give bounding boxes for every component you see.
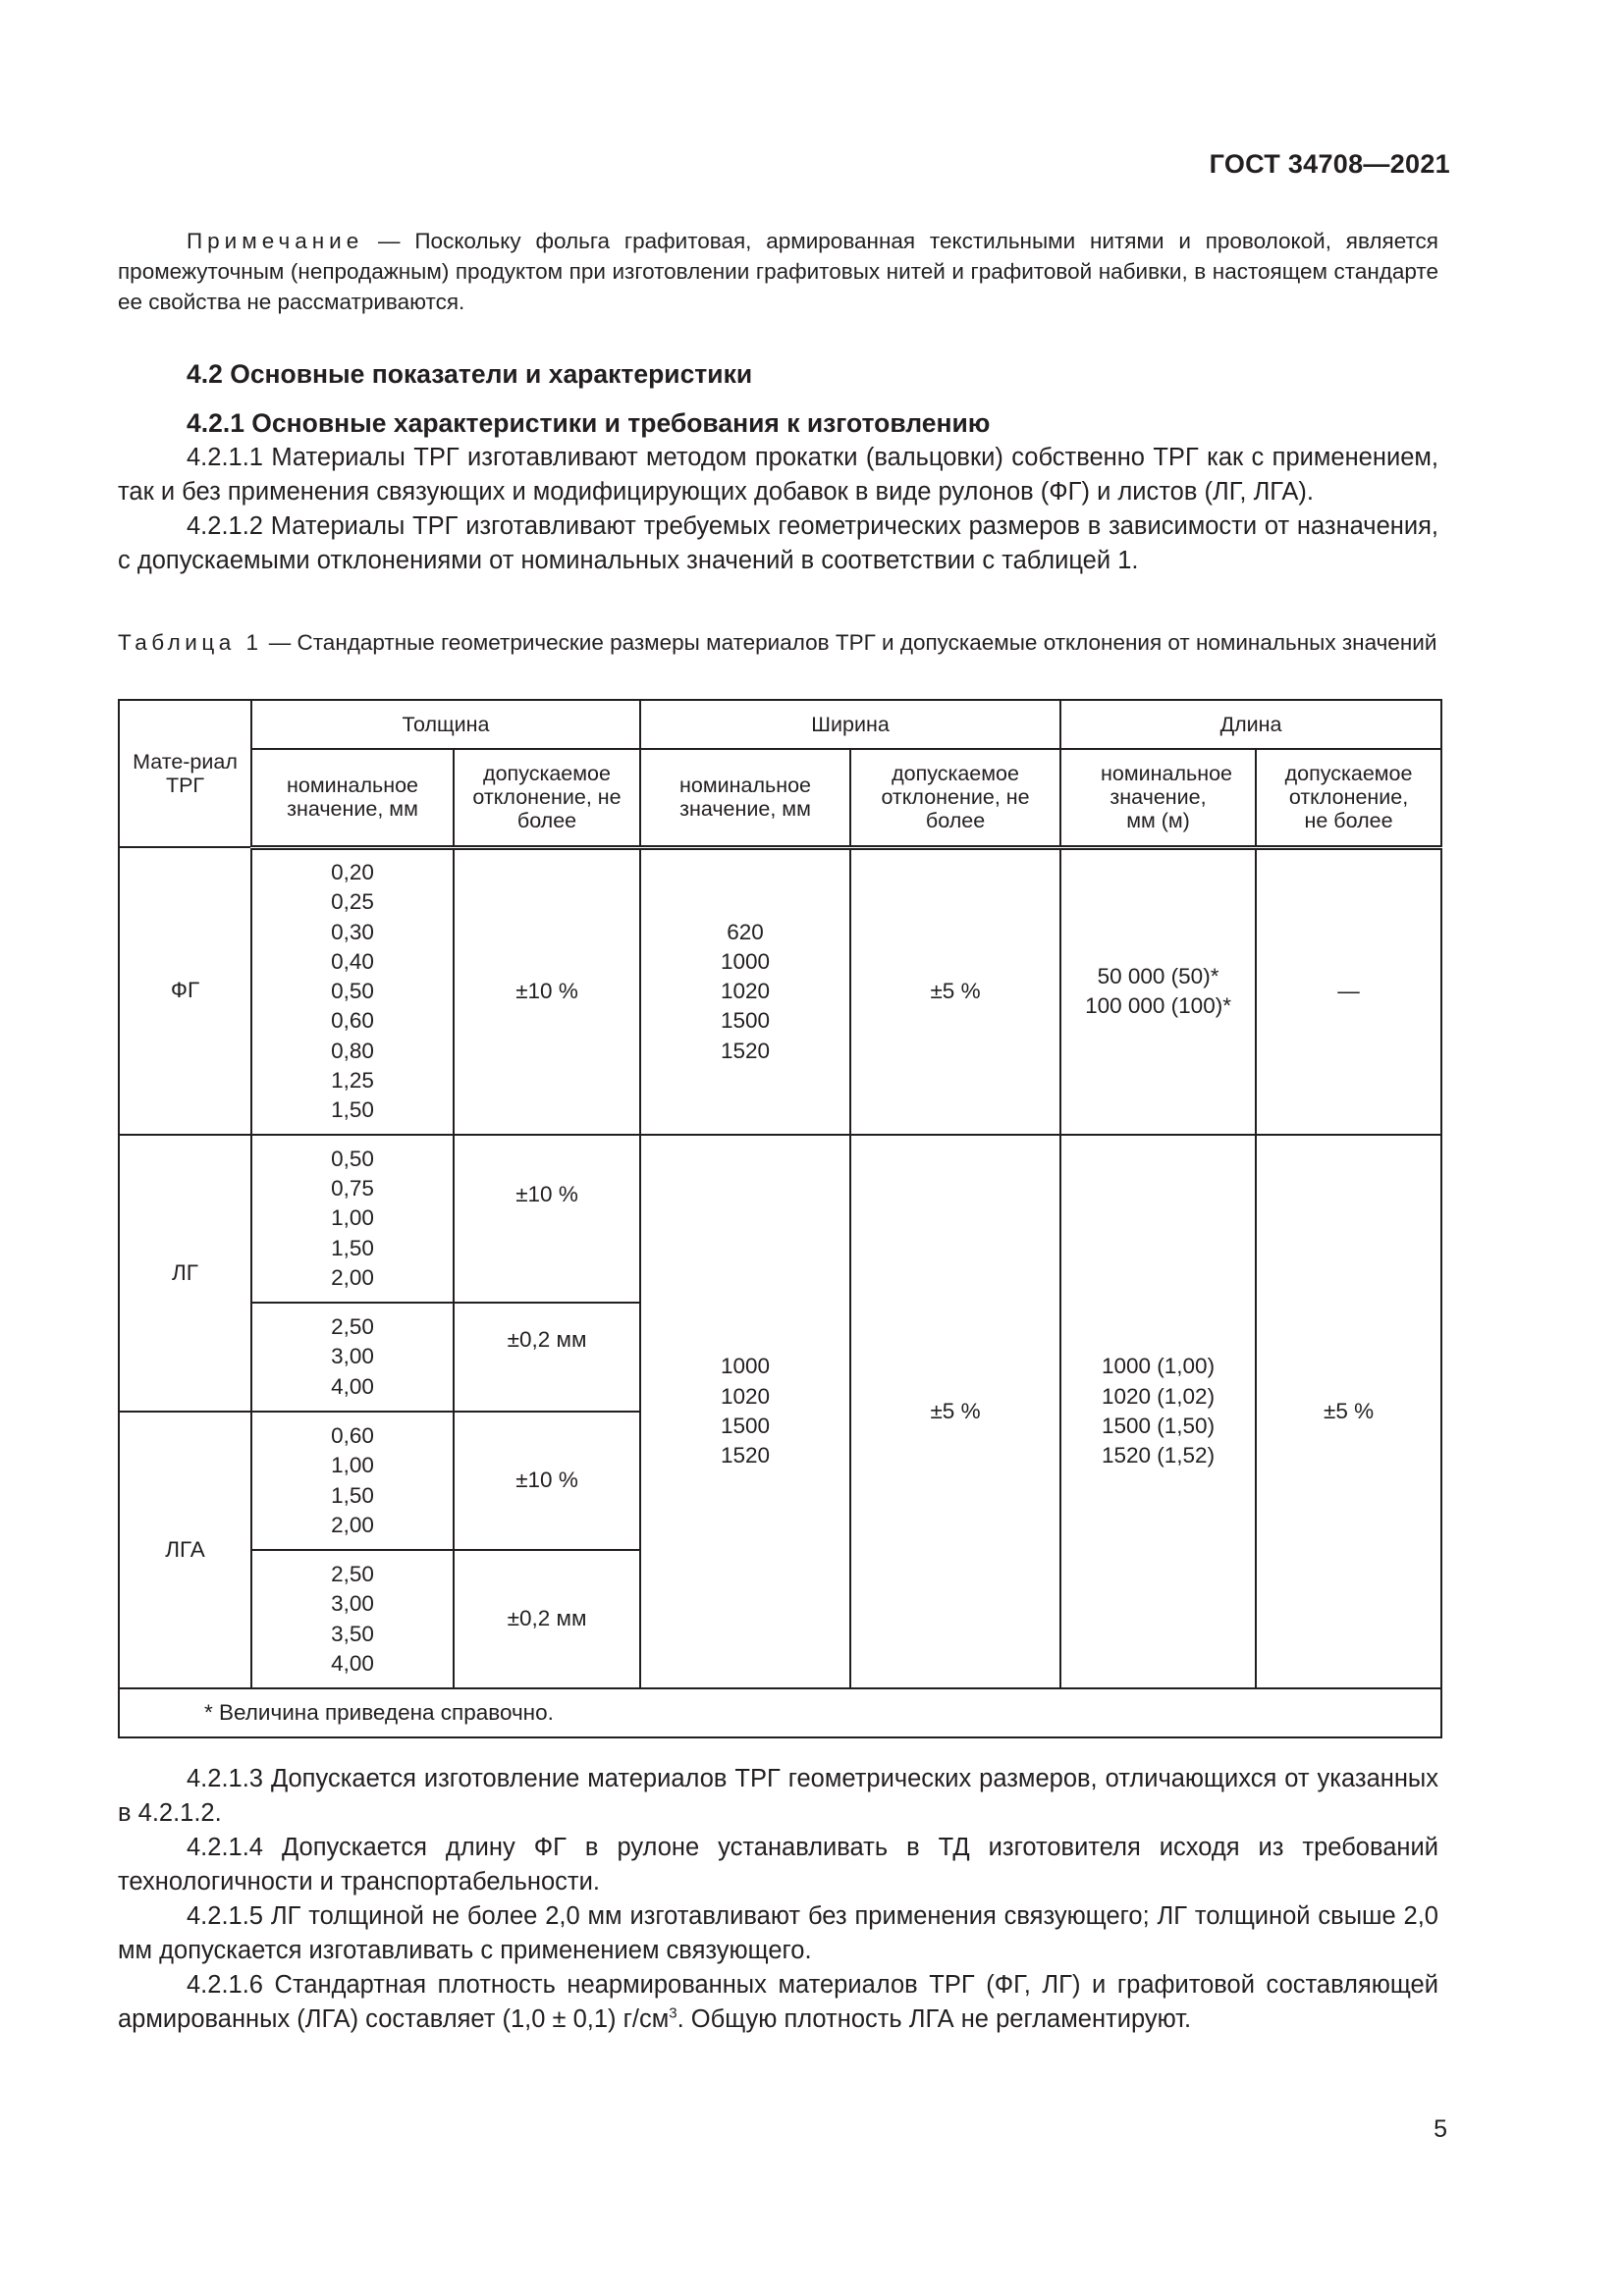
paragraphs-after-table — [118, 1762, 1438, 2037]
footnote-row — [119, 1688, 1441, 1737]
fg-width-value: 1020 — [720, 979, 771, 1004]
section-title-4-2: 4.2 Основные показатели и характеристики — [187, 359, 753, 389]
fg-thickness-value: 1,50 — [331, 1097, 374, 1123]
lg-thickness-value: 3,00 — [331, 1344, 374, 1369]
lga-thickness-value: 3,00 — [331, 1591, 374, 1617]
fg-width-value: 1520 — [720, 1038, 771, 1063]
paragraph-4-2-1-5: 4.2.1.5 ЛГ толщиной не более 2,0 мм изготавливают без применения связующего; ЛГ толщиной свыше 2,0 мм допускается изготавливать с применением связующего. — [118, 1902, 1438, 1964]
sheets-width-value: 1020 — [720, 1383, 771, 1409]
note-paragraph — [118, 226, 1438, 317]
paragraph-4-2-1-6 — [118, 1968, 1438, 2037]
section-4-2-1 — [118, 406, 1438, 578]
fg-thickness-tolerance: ±10 % — [454, 847, 640, 1135]
p6-text-before: 4.2.1.6 Стандартная плотность неармированных материалов ТРГ (ФГ, ЛГ) и графитовой составляющей армированных (ЛГА) составляет (1,0 ± 0,1) г/см — [118, 1971, 1438, 2033]
sheets-length-value: 1020 (1,02) — [1101, 1383, 1216, 1409]
header-thickness: Толщина — [251, 700, 640, 749]
sheets-length-value: 1000 (1,00) — [1101, 1354, 1216, 1379]
paragraph-4-2-1-3: 4.2.1.3 Допускается изготовление материалов ТРГ геометрических размеров, отличающихся от указанных в 4.2.1.2. — [118, 1765, 1438, 1827]
header-length-nominal: номинальное значение, мм (м) — [1060, 749, 1256, 847]
header-width-tolerance: допускаемое отклонение, не более — [850, 749, 1060, 847]
row-lg-a — [119, 1135, 1441, 1303]
fg-length-tolerance: — — [1256, 847, 1441, 1135]
fg-thickness-value: 0,30 — [331, 919, 374, 944]
lg-thickness-value: 1,00 — [331, 1205, 374, 1231]
sheets-width-value: 1000 — [720, 1354, 771, 1379]
material-fg: ФГ — [119, 847, 251, 1135]
header-length: Длина — [1060, 700, 1441, 749]
fg-width-tolerance: ±5 % — [850, 847, 1060, 1135]
header-width: Ширина — [640, 700, 1060, 749]
fg-length-list — [1060, 847, 1256, 1135]
lga-thickness-value: 0,60 — [331, 1422, 374, 1448]
lga-thickness-value: 3,50 — [331, 1621, 374, 1646]
fg-thickness-value: 0,60 — [331, 1008, 374, 1034]
p6-superscript: 3 — [669, 2004, 677, 2022]
sheets-width-list — [640, 1135, 850, 1688]
header-length-tolerance: допускаемое отклонение, не более — [1256, 749, 1441, 847]
header-width-nominal: номинальное значение, мм — [640, 749, 850, 847]
sheets-length-value: 1500 (1,50) — [1101, 1414, 1216, 1438]
fg-width-list — [640, 847, 850, 1135]
sheets-width-value: 1500 — [720, 1414, 771, 1438]
table-caption-label: Таблица 1 — [118, 630, 263, 655]
lg-thickness-value: 4,00 — [331, 1373, 374, 1399]
table-footnote: * Величина приведена справочно. — [119, 1688, 1441, 1737]
dimensions-table — [118, 699, 1442, 1738]
lg-tolerance-b: ±0,2 мм — [454, 1303, 640, 1412]
paragraph-4-2-1-2: 4.2.1.2 Материалы ТРГ изготавливают требуемых геометрических размеров в зависимости от назначения, с допускаемыми отклонениями от номинальных значений в соответствии с таблицей 1. — [118, 512, 1438, 574]
lga-thickness-value: 1,00 — [331, 1453, 374, 1478]
table-caption-text: — Стандартные геометрические размеры материалов ТРГ и допускаемые отклонения от номинальных значений — [262, 630, 1437, 655]
lg-thickness-value: 0,75 — [331, 1176, 374, 1201]
fg-thickness-value: 1,25 — [331, 1067, 374, 1093]
note-block — [118, 226, 1438, 317]
section-title-4-2-1: 4.2.1 Основные характеристики и требования к изготовлению — [187, 408, 991, 438]
lg-thickness-value: 2,00 — [331, 1264, 374, 1290]
lg-thickness-value: 0,50 — [331, 1146, 374, 1171]
lga-tolerance-b: ±0,2 мм — [454, 1550, 640, 1688]
header-thickness-tolerance: допускаемое отклонение, не более — [454, 749, 640, 847]
material-lg: ЛГ — [119, 1135, 251, 1412]
note-text: — Поскольку фольга графитовая, армированная текстильными нитями и проволокой, является промежуточным (непродажным) продуктом при изготовлении графитовых нитей и графитовой набивки, в настоящем стандарте ее свойства не рассматриваются. — [118, 229, 1438, 314]
fg-length-value: 50 000 (50)* — [1097, 963, 1219, 988]
p6-text-after: . Общую плотность ЛГА не регламентируют. — [677, 2005, 1192, 2033]
header-thickness-nominal: номинальное значение, мм — [251, 749, 454, 847]
fg-thickness-list — [251, 847, 454, 1135]
fg-length-value: 100 000 (100)* — [1085, 993, 1231, 1019]
lga-thickness-list-b — [251, 1550, 454, 1688]
sheets-length-value: 1520 (1,52) — [1101, 1443, 1216, 1468]
header-row-1 — [119, 700, 1441, 749]
material-lga: ЛГА — [119, 1412, 251, 1688]
sheets-length-tolerance: ±5 % — [1256, 1135, 1441, 1688]
fg-width-value: 1000 — [720, 948, 771, 974]
fg-thickness-value: 0,40 — [331, 948, 374, 974]
lga-thickness-value: 1,50 — [331, 1482, 374, 1508]
lg-thickness-list-a — [251, 1135, 454, 1303]
fg-thickness-value: 0,25 — [331, 889, 374, 915]
fg-thickness-value: 0,80 — [331, 1038, 374, 1063]
table-caption — [118, 628, 1438, 658]
header-material: Мате-риал ТРГ — [119, 700, 251, 847]
lga-thickness-value: 4,00 — [331, 1650, 374, 1676]
lga-thickness-value: 2,50 — [331, 1561, 374, 1586]
paragraph-4-2-1-4: 4.2.1.4 Допускается длину ФГ в рулоне устанавливать в ТД изготовителя исходя из требований технологичности и транспортабельности. — [118, 1834, 1438, 1896]
section-heading-4-2 — [118, 357, 1438, 392]
lga-thickness-list-a — [251, 1412, 454, 1550]
lg-thickness-value: 2,50 — [331, 1314, 374, 1340]
fg-width-value: 620 — [727, 919, 764, 944]
page-number: 5 — [1434, 2115, 1447, 2143]
lg-thickness-list-b — [251, 1303, 454, 1412]
lga-tolerance-a: ±10 % — [454, 1412, 640, 1550]
fg-width-value: 1500 — [720, 1008, 771, 1034]
sheets-width-tolerance: ±5 % — [850, 1135, 1060, 1688]
lg-tolerance-a: ±10 % — [454, 1135, 640, 1303]
fg-thickness-value: 0,50 — [331, 979, 374, 1004]
paragraph-4-2-1-1: 4.2.1.1 Материалы ТРГ изготавливают методом прокатки (вальцовки) собственно ТРГ как с применением, так и без применения связующих и модифицирующих добавок в виде рулонов (ФГ) и листов (ЛГ, ЛГА). — [118, 444, 1438, 506]
header-row-2 — [119, 749, 1441, 847]
lga-thickness-value: 2,00 — [331, 1512, 374, 1537]
lg-thickness-value: 1,50 — [331, 1235, 374, 1260]
document-code: ГОСТ 34708—2021 — [1209, 149, 1450, 179]
sheets-length-list — [1060, 1135, 1256, 1688]
sheets-width-value: 1520 — [720, 1443, 771, 1468]
fg-thickness-value: 0,20 — [331, 859, 374, 884]
row-fg — [119, 847, 1441, 1135]
note-label: Примечание — [187, 229, 364, 253]
